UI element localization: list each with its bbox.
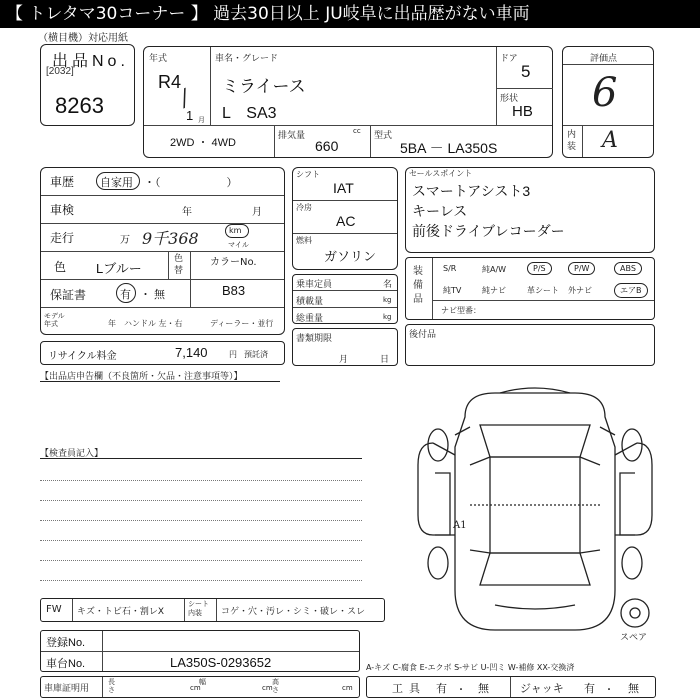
inspection-month: 月 [252,207,262,218]
color-change: 色替 [174,254,184,276]
model-year-label: モデル年式 [44,312,65,328]
chassis-value: LA350S-0293652 [170,655,272,670]
score-value: 6 [592,70,618,116]
after-market-label: 後付品 [409,330,437,340]
sales-points-label: セールスポイント [409,169,473,178]
seat-label: シート内装 [188,600,209,617]
car-diagram [410,385,665,650]
recycle-label: リサイクル料金 [48,351,117,362]
displacement-label: 排気量 [278,131,306,141]
dealer-type: ディーラー・並行 [210,319,274,328]
month-unit: 月 [198,116,205,124]
mileage-label: 走行 [50,231,75,245]
warranty-has: 有 [120,289,131,301]
model-code-label: 型式 [374,131,393,141]
shift-label: シフト [296,170,320,179]
damage-mark-a1: A1 [453,520,467,531]
mileage-value: 9千368 [142,229,199,248]
handle-side: ハンドル 左・右 [124,319,183,328]
recycle-note: 預託済 [244,350,268,359]
nav-model-label: ナビ型番： [441,306,481,315]
mileage-man: 万 [120,235,130,246]
shift-value: IAT [333,180,354,196]
equipment-row2-item-4: エアB [614,283,648,298]
garage-label: 車庫証明用 [44,684,90,694]
interior-value: A [602,128,618,153]
year-label: 年式 [149,54,168,64]
recycle-value: 7,140 [175,345,208,360]
equipment-row2-item-1: 純ナビ [482,286,506,295]
sales-point-1: スマートアシスト3 [412,183,531,199]
tools-label: 工具 [392,683,426,695]
model-label: 車名・グレード [215,54,279,64]
equipment-row1-item-4: ABS [614,262,642,275]
ac-label: 冷房 [296,203,312,212]
history-rest: ・（ ） [144,177,238,189]
mileage-mile: マイル [228,241,249,249]
drive-options: 2WD ・ 4WD [170,137,236,149]
color-code-label: カラーNo. [210,257,257,268]
subheader: （横目機）対応用紙 [38,33,128,44]
garage-length: 長さ [108,678,115,694]
inspector-label: 【検査員記入】 [40,449,104,459]
garage-cm-3: cm [342,684,353,692]
spare-label: スペア [620,633,648,643]
equipment-row2-item-3: 外ナビ [568,286,592,295]
garage-height: 高さ [272,678,279,694]
equipment-row2-item-0: 純TV [443,286,462,295]
load-label: 積載量 [296,297,324,307]
weight-label: 総重量 [296,314,324,324]
equipment-row1-item-3: P/W [568,262,595,275]
fw-label: FW [46,604,62,615]
displacement-value: 660 [315,138,339,154]
history-label: 車歴 [50,175,75,189]
fuel-value: ガソリン [324,249,377,264]
after-market-box [405,324,655,366]
body-value: HB [512,103,533,120]
registration-label: 登録No. [46,637,86,649]
color-value: Lブルー [96,261,142,276]
chassis-label: 車台No. [46,658,86,670]
garage-cm-2: cm [262,684,273,692]
year-month: 1 [186,108,194,123]
equipment-label: 装備品 [413,266,423,305]
weight-unit: kg [383,313,392,321]
year-era: R4 [158,72,182,92]
capacity-label: 乗車定員 [296,280,333,290]
interior-label: 内装 [567,130,577,152]
jack-has: 有 [584,683,595,695]
load-unit: kg [383,296,392,304]
model-name: ミライース [222,77,306,96]
doors-value: 5 [521,62,531,81]
fuel-label: 燃料 [296,236,312,245]
sales-point-3: 前後ドライブレコーダー [412,223,565,239]
model-code-value: 5BA － LA350S [400,140,498,156]
lot-label: 出品No. [52,53,129,70]
remarks-label: 【出品店申告欄（不良箇所・欠品・注意事項等）】 [40,372,243,382]
lot-stamp: [2032] [46,66,74,77]
color-code: B83 [222,283,246,298]
expiry-month: 月 [339,355,349,365]
jack-none: 無 [628,683,639,695]
tools-has: 有 [436,683,447,695]
seat-text: コゲ・穴・汚レ・シミ・破レ・スレ [221,607,366,617]
color-label: 色 [54,260,67,274]
ac-value: AC [336,213,356,229]
doors-label: ドア [500,54,518,64]
garage-width: 幅 [199,678,206,686]
tools-none: 無 [478,683,489,695]
equipment-row1-item-0: S/R [443,264,457,273]
model-year-year: 年 [108,319,116,328]
lot-number: 8263 [55,93,104,118]
equipment-row1-item-2: P/S [527,262,552,275]
fw-text: キズ・トビ石・割レX [77,607,164,617]
inspection-year: 年 [182,207,192,218]
damage-legend: A-キズ C-腐食 E-エクボ S-サビ U-凹ミ W-補修 XX-交換済 [366,663,575,672]
sales-point-2: キーレス [412,203,468,219]
inspection-label: 車検 [50,203,75,217]
jack-label: ジャッキ [520,683,564,695]
equipment-row2-item-2: 革シート [527,286,559,295]
body-label: 形状 [500,94,519,104]
score-label: 評価点 [590,54,618,64]
warranty-label: 保証書 [50,288,87,302]
banner-title: 【 トレタマ30コーナー 】 過去30日以上 JU岐阜に出品歴がない車両 [0,0,700,28]
recycle-unit: 円 [229,350,237,359]
history-value: 自家用 [100,177,133,189]
expiry-day: 日 [380,355,390,365]
model-grade: L SA3 [222,105,277,122]
warranty-none: ・ 無 [140,289,166,301]
displacement-unit: cc [353,127,361,135]
garage-cm-1: cm [190,684,201,692]
equipment-row1-item-1: 純A/W [482,265,507,274]
expiry-label: 書類期限 [296,334,333,344]
capacity-unit: 名 [383,280,393,290]
mileage-km: km [229,226,242,235]
